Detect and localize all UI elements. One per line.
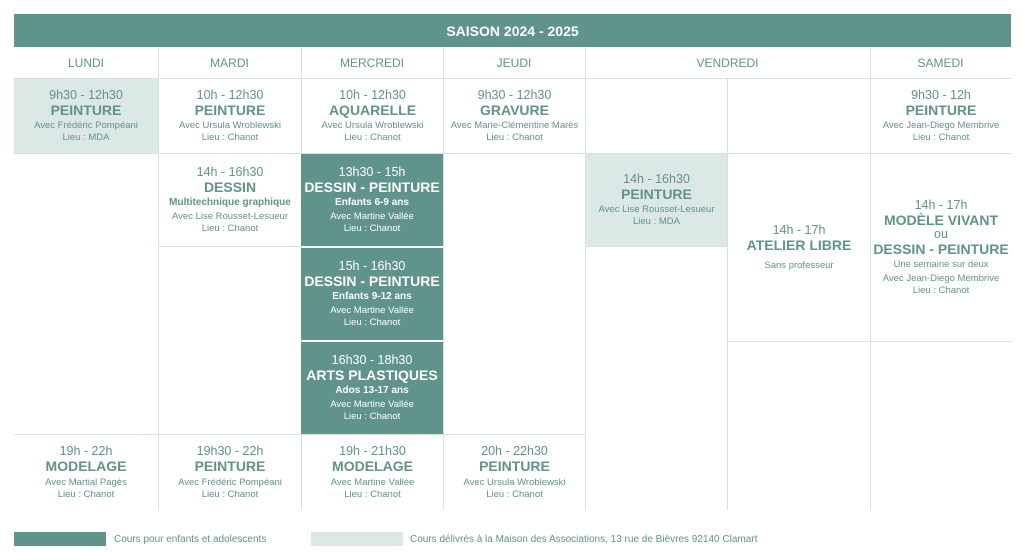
- course-teacher: Avec Jean-Diego Membrive: [882, 120, 1000, 132]
- course-block: [159, 154, 301, 246]
- day-header-mardi: MARDI: [210, 56, 249, 70]
- course-place: Lieu : Chanot: [344, 132, 401, 144]
- day-header-jeudi: JEUDI: [496, 56, 532, 70]
- course-block: [14, 435, 158, 510]
- course-name-alt: DESSIN - PEINTURE: [873, 241, 1009, 258]
- course-block: [871, 79, 1011, 153]
- course-block-kids: [301, 248, 443, 340]
- course-time: 19h - 21h30: [339, 444, 406, 459]
- course-place: Lieu : MDA: [62, 132, 110, 144]
- grid-line: [727, 341, 1011, 342]
- course-time: 9h30 - 12h: [911, 87, 971, 102]
- course-block: [159, 435, 301, 510]
- legend-label-mda: Cours délivrés à la Maison des Associations, 13 rue de Bièvres 92140 Clamart: [410, 533, 758, 545]
- course-place: Lieu : Chanot: [201, 223, 259, 235]
- course-name: AQUARELLE: [328, 101, 417, 118]
- course-time: 9h30 - 12h30: [477, 87, 552, 102]
- course-block: [14, 79, 158, 153]
- grid-line: [585, 246, 727, 247]
- course-block-kids: [301, 154, 443, 246]
- course-teacher: Avec Marie-Clémentine Marès: [450, 120, 579, 132]
- course-teacher: Avec Jean-Diego Membrive: [882, 272, 1000, 284]
- course-teacher: Avec Ursula Wroblewski: [321, 120, 424, 132]
- course-teacher: Avec Martine Vallée: [330, 476, 415, 488]
- course-place: Lieu : Chanot: [201, 488, 259, 500]
- course-block: [302, 79, 443, 153]
- course-place: Lieu : Chanot: [912, 284, 970, 296]
- course-time: 16h30 - 18h30: [331, 352, 413, 367]
- day-header-samedi: SAMEDI: [917, 56, 964, 70]
- day-header-vendredi: VENDREDI: [696, 56, 759, 70]
- course-time: 20h - 22h30: [481, 444, 548, 459]
- legend-swatch-mda: [311, 532, 403, 546]
- course-name: DESSIN - PEINTURE: [304, 179, 440, 195]
- course-place: Lieu : Chanot: [201, 132, 259, 144]
- course-teacher: Avec Frédéric Pompéani: [178, 476, 282, 488]
- course-teacher: Avec Lise Rousset-Lesueur: [172, 211, 288, 223]
- course-name: MODELAGE: [45, 458, 127, 475]
- course-time: 13h30 - 15h: [338, 164, 406, 179]
- course-time: 14h - 17h: [914, 198, 968, 213]
- course-teacher: Avec Frédéric Pompéani: [34, 120, 138, 132]
- grid-line: [585, 48, 586, 510]
- course-place: Lieu : Chanot: [343, 411, 401, 423]
- course-name: MODÈLE VIVANT: [883, 212, 999, 229]
- course-teacher: Avec Lise Rousset-Lesueur: [598, 204, 715, 216]
- course-name: PEINTURE: [905, 101, 977, 118]
- course-name: MODELAGE: [332, 458, 413, 475]
- course-time: 10h - 12h30: [339, 87, 406, 102]
- course-name: PEINTURE: [621, 185, 692, 202]
- course-teacher: Avec Ursula Wroblewski: [178, 120, 282, 132]
- course-age-group: Ados 13-17 ans: [335, 384, 409, 396]
- course-name: ARTS PLASTIQUES: [306, 367, 438, 383]
- course-block: [444, 435, 585, 510]
- course-place: Lieu : Chanot: [486, 132, 543, 144]
- course-block: [871, 154, 1011, 341]
- course-name: PEINTURE: [50, 101, 122, 118]
- course-age-group: Enfants 9-12 ans: [332, 290, 412, 302]
- grid-line: [158, 246, 301, 247]
- course-time: 14h - 17h: [772, 223, 826, 238]
- course-teacher: Avec Ursula Wroblewski: [463, 476, 566, 488]
- course-name: PEINTURE: [194, 101, 266, 118]
- course-block-kids: [301, 342, 443, 434]
- course-place: Lieu : Chanot: [344, 488, 401, 500]
- course-subtitle: Multitechnique graphique: [169, 196, 291, 208]
- course-name: GRAVURE: [480, 101, 549, 118]
- course-place: Lieu : Chanot: [343, 223, 401, 235]
- course-teacher: Avec Martine Vallée: [330, 211, 414, 223]
- course-note: Une semaine sur deux: [893, 258, 989, 270]
- course-place: Lieu : Chanot: [343, 317, 401, 329]
- course-name: DESSIN - PEINTURE: [304, 273, 440, 289]
- course-place: Lieu : Chanot: [57, 488, 115, 500]
- course-time: 14h - 16h30: [196, 164, 264, 179]
- course-block: [302, 435, 443, 510]
- course-name: ATELIER LIBRE: [746, 237, 852, 254]
- course-teacher: Avec Martial Pagès: [45, 476, 127, 488]
- schedule-title: SAISON 2024 - 2025: [14, 14, 1011, 47]
- course-place: Lieu : Chanot: [912, 132, 970, 144]
- course-note: Sans professeur: [764, 259, 834, 271]
- course-time: 9h30 - 12h30: [49, 87, 123, 102]
- course-block: [159, 79, 301, 153]
- course-name: DESSIN: [203, 179, 257, 195]
- course-time: 19h - 22h: [59, 444, 113, 459]
- course-name: PEINTURE: [194, 458, 266, 475]
- course-teacher: Avec Martine Vallée: [330, 399, 414, 411]
- day-header-lundi: LUNDI: [67, 56, 104, 70]
- course-or: ou: [934, 227, 948, 242]
- course-time: 10h - 12h30: [196, 87, 264, 102]
- course-block: [728, 154, 870, 341]
- course-block: [586, 154, 727, 246]
- course-teacher: Avec Martine Vallée: [330, 305, 414, 317]
- legend-label-kids: Cours pour enfants et adolescents: [114, 533, 267, 545]
- course-time: 15h - 16h30: [338, 258, 406, 273]
- legend-swatch-kids: [14, 532, 106, 546]
- course-place: Lieu : MDA: [633, 216, 680, 228]
- day-header-mercredi: MERCREDI: [339, 56, 404, 70]
- course-time: 14h - 16h30: [623, 171, 690, 186]
- course-age-group: Enfants 6-9 ans: [335, 196, 409, 208]
- course-time: 19h30 - 22h: [196, 444, 264, 459]
- course-block: [444, 79, 585, 153]
- course-name: PEINTURE: [479, 458, 550, 475]
- course-place: Lieu : Chanot: [486, 488, 543, 500]
